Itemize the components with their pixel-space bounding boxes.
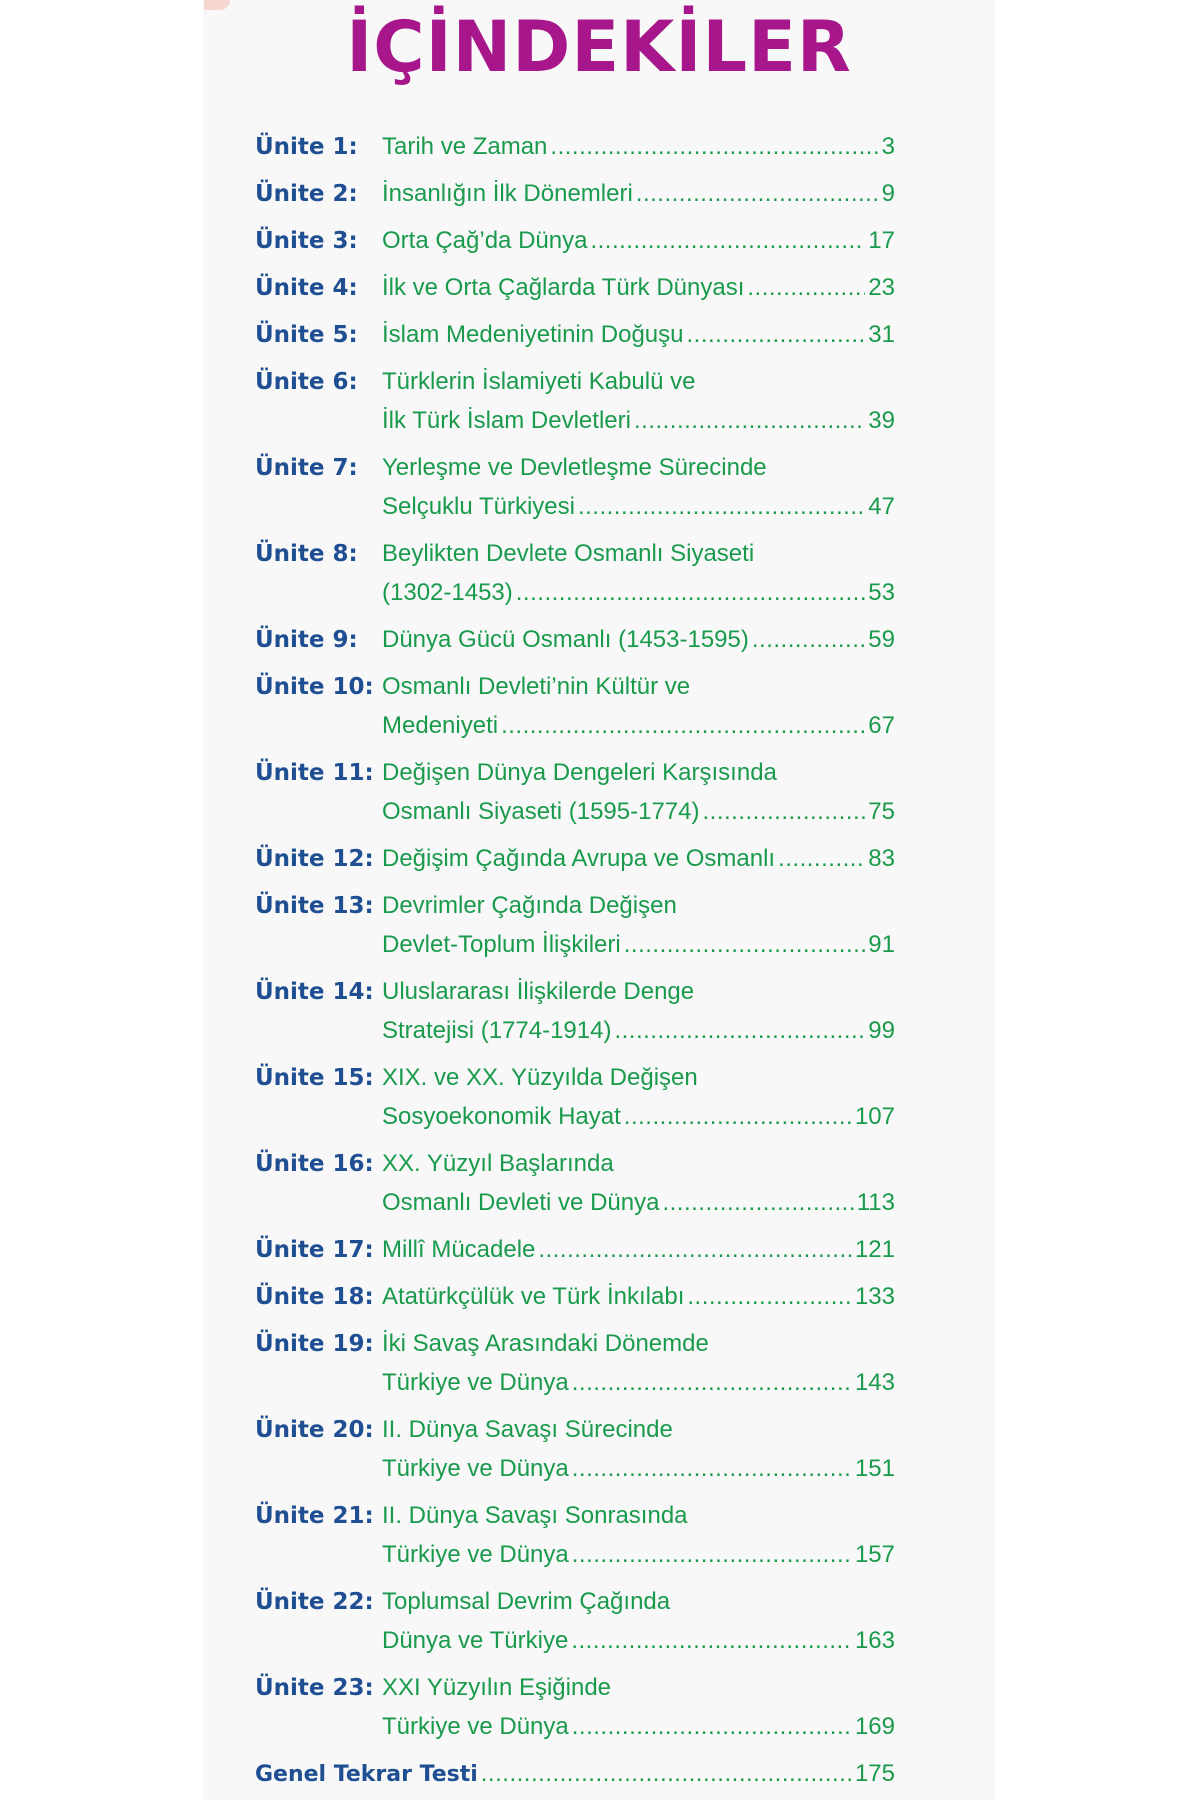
entry-title: Türkiye ve Dünya: [382, 1713, 569, 1740]
entry-title: II. Dünya Savaşı Sonrasında: [382, 1502, 688, 1529]
toc-entry[interactable]: [255, 1583, 895, 1660]
entry-content: [382, 128, 895, 166]
entry-content: [382, 840, 895, 878]
dot-leader: [662, 1184, 853, 1222]
dot-leader: [614, 1012, 865, 1050]
page-number: 91: [868, 931, 895, 958]
entry-title: İnsanlığın İlk Dönemleri: [382, 180, 633, 207]
page-title: İÇİNDEKİLER: [346, 6, 852, 88]
entry-line: [382, 754, 895, 792]
entry-line: [382, 621, 895, 659]
entry-line: [382, 840, 895, 878]
unit-label: Ünite 12:: [255, 846, 374, 872]
entry-title: Sosyoekonomik Hayat: [382, 1103, 621, 1130]
entry-line: [382, 1325, 895, 1363]
dot-leader: [634, 402, 865, 440]
page-number: 67: [868, 712, 895, 739]
entry-line: [382, 175, 895, 213]
toc-entry[interactable]: [255, 1059, 895, 1136]
dot-leader: [538, 1231, 852, 1269]
toc-entry-genel-tekrar[interactable]: [255, 1755, 895, 1794]
entry-content: [382, 1278, 895, 1316]
unit-label: Ünite 17:: [255, 1237, 374, 1263]
page-number: 75: [868, 798, 895, 825]
entry-content: [382, 175, 895, 213]
page-number: 59: [868, 626, 895, 653]
toc-entry[interactable]: [255, 973, 895, 1050]
entry-title: Türkiye ve Dünya: [382, 1369, 569, 1396]
entry-content: [382, 754, 895, 831]
toc-entry[interactable]: [255, 1231, 895, 1269]
entry-content: [382, 316, 895, 354]
entry-title: (1302-1453): [382, 579, 513, 606]
entry-line: [382, 1583, 895, 1621]
unit-label: Ünite 21:: [255, 1503, 374, 1529]
entry-title: Atatürkçülük ve Türk İnkılabı: [382, 1283, 685, 1310]
unit-label: Ünite 5:: [255, 322, 358, 348]
entry-content: [382, 449, 895, 526]
entry-content: [382, 222, 895, 260]
genel-tekrar-label: Genel Tekrar Testi: [255, 1762, 478, 1787]
toc-entry[interactable]: [255, 1325, 895, 1402]
toc-entry[interactable]: [255, 449, 895, 526]
dot-leader: [578, 488, 865, 526]
unit-label: Ünite 14:: [255, 979, 374, 1005]
dot-leader: [516, 574, 866, 612]
entry-title: Dünya Gücü Osmanlı (1453-1595): [382, 626, 749, 653]
entry-line: [382, 1184, 895, 1222]
unit-label: Ünite 20:: [255, 1417, 374, 1443]
unit-label: Ünite 8:: [255, 541, 358, 567]
entry-line: [382, 449, 895, 487]
entry-title: Medeniyeti: [382, 712, 499, 739]
dot-leader: [702, 793, 865, 831]
page-number: 163: [854, 1627, 895, 1654]
entry-line: [382, 1098, 895, 1136]
entry-title: İki Savaş Arasındaki Dönemde: [382, 1330, 709, 1357]
entry-line: [382, 1622, 895, 1660]
entry-title: Uluslararası İlişkilerde Denge: [382, 978, 695, 1005]
entry-content: [382, 269, 895, 307]
entry-title: Tarih ve Zaman: [382, 133, 548, 160]
unit-label: Ünite 9:: [255, 627, 358, 653]
unit-label: Ünite 2:: [255, 181, 358, 207]
dot-leader: [747, 269, 865, 307]
entry-title: XIX. ve XX. Yüzyılda Değişen: [382, 1064, 698, 1091]
entry-title: Değişim Çağında Avrupa ve Osmanlı: [382, 845, 776, 872]
dot-leader: [572, 1708, 852, 1746]
unit-label: Ünite 15:: [255, 1065, 374, 1091]
unit-label: Ünite 13:: [255, 893, 374, 919]
page-number: 143: [854, 1369, 895, 1396]
page-number: 169: [854, 1713, 895, 1740]
dot-leader: [572, 1364, 852, 1402]
toc-entry[interactable]: [255, 1497, 895, 1574]
toc-entry[interactable]: [255, 316, 895, 354]
dot-leader: [501, 707, 865, 745]
entry-title: Osmanlı Devleti ve Dünya: [382, 1189, 660, 1216]
dot-leader: [778, 840, 865, 878]
toc-entry[interactable]: [255, 222, 895, 260]
unit-label: Ünite 23:: [255, 1675, 374, 1701]
page-number: 47: [868, 493, 895, 520]
dot-leader: [481, 1755, 852, 1793]
toc-entry[interactable]: [255, 621, 895, 659]
unit-label: Ünite 16:: [255, 1151, 374, 1177]
toc-entry[interactable]: [255, 840, 895, 878]
page-number: 133: [854, 1283, 895, 1310]
entry-content: [382, 1325, 895, 1402]
entry-title: XXI Yüzyılın Eşiğinde: [382, 1674, 612, 1701]
page-number: 39: [868, 407, 895, 434]
dot-leader: [624, 926, 866, 964]
toc-entry[interactable]: [255, 754, 895, 831]
entry-content: [382, 535, 895, 612]
entry-line: [382, 128, 895, 166]
entry-line: [382, 363, 895, 401]
entry-line: [255, 1755, 895, 1794]
entry-title: Devlet-Toplum İlişkileri: [382, 931, 621, 958]
page-number: 107: [854, 1103, 895, 1130]
entry-line: [382, 488, 895, 526]
toc-entry[interactable]: [255, 363, 895, 440]
entry-line: [382, 222, 895, 260]
page-number: 3: [881, 133, 895, 160]
entry-title: İslam Medeniyetinin Doğuşu: [382, 321, 684, 348]
entry-title: Türklerin İslamiyeti Kabulü ve: [382, 368, 696, 395]
unit-label: Ünite 1:: [255, 134, 358, 160]
entry-line: [382, 1411, 895, 1449]
entry-content: [382, 668, 895, 745]
entry-line: [382, 535, 895, 573]
entry-content: [382, 1059, 895, 1136]
unit-label: Ünite 22:: [255, 1589, 374, 1615]
entry-title: Osmanlı Siyaseti (1595-1774): [382, 798, 700, 825]
entry-line: [382, 1536, 895, 1574]
toc-entry[interactable]: [255, 535, 895, 612]
page-number: 157: [854, 1541, 895, 1568]
entry-title: İlk Türk İslam Devletleri: [382, 407, 631, 434]
page-number: 151: [854, 1455, 895, 1482]
entry-line: [382, 316, 895, 354]
entry-line: [382, 1278, 895, 1316]
entry-line: [382, 1708, 895, 1746]
entry-title: Beylikten Devlete Osmanlı Siyaseti: [382, 540, 755, 567]
entry-content: [255, 1755, 895, 1794]
entry-title: Türkiye ve Dünya: [382, 1455, 569, 1482]
unit-label: Ünite 6:: [255, 369, 358, 395]
entry-content: [382, 1497, 895, 1574]
entry-title: Dünya ve Türkiye: [382, 1627, 569, 1654]
entry-line: [382, 1145, 895, 1183]
page-number: 121: [854, 1236, 895, 1263]
entry-title: Orta Çağ’da Dünya: [382, 227, 588, 254]
entry-title: Osmanlı Devleti’nin Kültür ve: [382, 673, 691, 700]
unit-label: Ünite 18:: [255, 1284, 374, 1310]
dot-leader: [550, 128, 878, 166]
page-number: 9: [881, 180, 895, 207]
entry-content: [382, 1145, 895, 1222]
page-number: 23: [868, 274, 895, 301]
page-number: 53: [868, 579, 895, 606]
unit-label: Ünite 11:: [255, 760, 374, 786]
page-number: 83: [868, 845, 895, 872]
entry-title: Millî Mücadele: [382, 1236, 536, 1263]
entry-title: II. Dünya Savaşı Sürecinde: [382, 1416, 673, 1443]
page-number: 175: [854, 1760, 895, 1787]
entry-title: Türkiye ve Dünya: [382, 1541, 569, 1568]
entry-content: [382, 1669, 895, 1746]
page-number: 113: [856, 1189, 895, 1216]
toc-entry[interactable]: [255, 1669, 895, 1746]
entry-line: [382, 793, 895, 831]
entry-title: Selçuklu Türkiyesi: [382, 493, 575, 520]
entry-line: [382, 887, 895, 925]
entry-title: Devrimler Çağında Değişen: [382, 892, 677, 919]
entry-content: [382, 973, 895, 1050]
toc-entry[interactable]: [255, 1145, 895, 1222]
entry-content: [382, 887, 895, 964]
unit-label: Ünite 10:: [255, 674, 374, 700]
toc-entry[interactable]: [255, 1278, 895, 1316]
entry-line: [382, 1012, 895, 1050]
entry-title: Yerleşme ve Devletleşme Sürecinde: [382, 454, 767, 481]
entry-title: Toplumsal Devrim Çağında: [382, 1588, 671, 1615]
entry-content: [382, 621, 895, 659]
toc-entry[interactable]: [255, 269, 895, 307]
dot-leader: [687, 316, 866, 354]
entry-line: [382, 1231, 895, 1269]
dot-leader: [636, 175, 879, 213]
unit-label: Ünite 3:: [255, 228, 358, 254]
table-of-contents: [255, 128, 895, 1794]
entry-line: [382, 1450, 895, 1488]
entry-title: Stratejisi (1774-1914): [382, 1017, 612, 1044]
unit-label: Ünite 7:: [255, 455, 358, 481]
entry-line: [382, 1497, 895, 1535]
toc-entry[interactable]: [255, 887, 895, 964]
entry-content: [382, 1583, 895, 1660]
dot-leader: [687, 1278, 852, 1316]
unit-label: Ünite 19:: [255, 1331, 374, 1357]
dot-leader: [752, 621, 865, 659]
entry-line: [382, 402, 895, 440]
dot-leader: [572, 1536, 852, 1574]
toc-entry[interactable]: [255, 668, 895, 745]
entry-line: [382, 973, 895, 1011]
toc-entry[interactable]: [255, 1411, 895, 1488]
entry-title: Değişen Dünya Dengeleri Karşısında: [382, 759, 777, 786]
entry-line: [382, 574, 895, 612]
entry-line: [382, 1059, 895, 1097]
toc-entry[interactable]: [255, 128, 895, 166]
dot-leader: [572, 1450, 852, 1488]
unit-label: Ünite 4:: [255, 275, 358, 301]
entry-content: [382, 363, 895, 440]
dot-leader: [571, 1622, 852, 1660]
entry-content: [382, 1411, 895, 1488]
entry-content: [382, 1231, 895, 1269]
toc-entry[interactable]: [255, 175, 895, 213]
entry-line: [382, 668, 895, 706]
entry-title: İlk ve Orta Çağlarda Türk Dünyası: [382, 274, 745, 301]
entry-line: [382, 707, 895, 745]
page-number: 31: [868, 321, 895, 348]
page-number: 17: [868, 227, 895, 254]
entry-title: XX. Yüzyıl Başlarında: [382, 1150, 614, 1177]
dot-leader: [624, 1098, 852, 1136]
entry-line: [382, 1364, 895, 1402]
page-number: 99: [868, 1017, 895, 1044]
entry-line: [382, 269, 895, 307]
dot-leader: [590, 222, 865, 260]
entry-line: [382, 926, 895, 964]
entry-line: [382, 1669, 895, 1707]
